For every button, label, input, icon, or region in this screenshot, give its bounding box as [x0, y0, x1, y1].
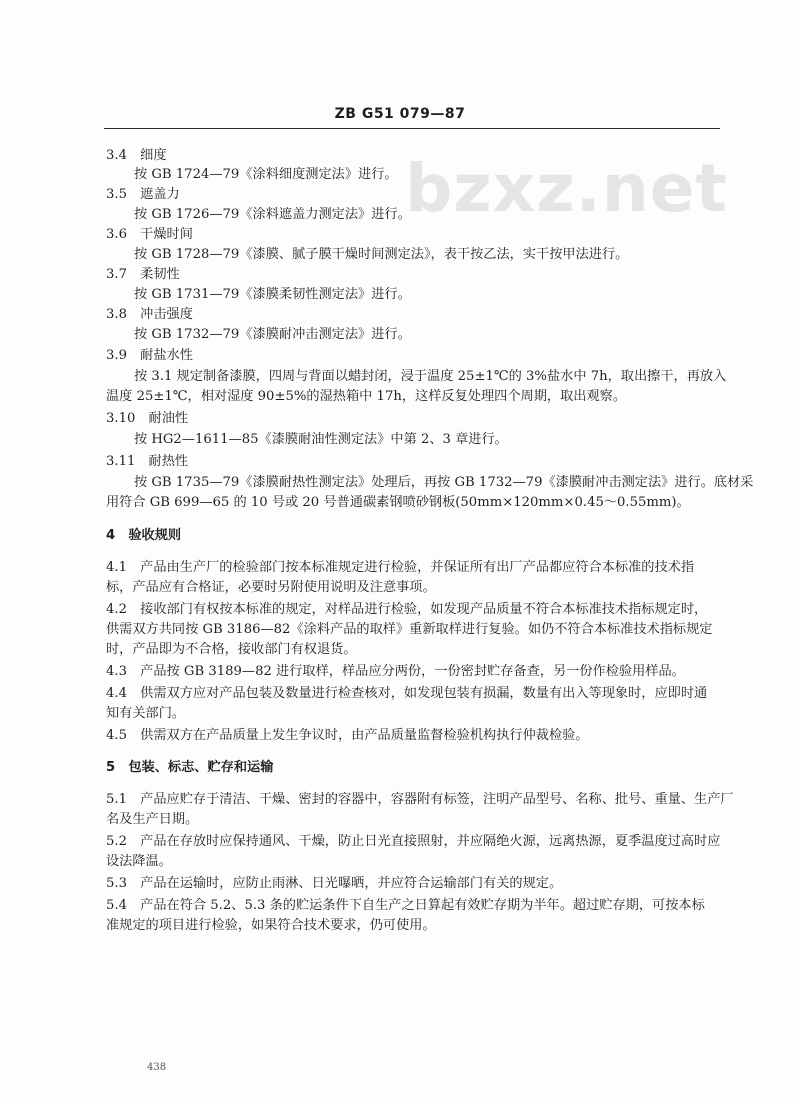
- clause-3-11-body-line2: 用符合 GB 699—65 的 10 号或 20 号普通碳素钢喷砂钢板(50mm×120mm×0.45～0.55mm)。: [106, 495, 690, 510]
- section-4-heading: 4 验收规则: [106, 528, 182, 543]
- clause-4-2-line2: 供需双方共同按 GB 3186—82《涂料产品的取样》重新取样进行复验。如仍不符合本标准技术指标规定: [106, 622, 713, 637]
- clause-3-5-title: 3.5 遮盖力: [106, 187, 180, 202]
- clause-4-1-line1: 4.1 产品由生产厂的检验部门按本标准规定进行检验，并保证所有出厂产品都应符合本标准的技术指: [106, 560, 695, 575]
- clause-4-1-line2: 标，产品应有合格证，必要时另附使用说明及注意事项。: [106, 580, 436, 595]
- section-5-heading: 5 包装、标志、贮存和运输: [106, 760, 274, 775]
- clause-4-3: 4.3 产品按 GB 3189—82 进行取样，样品应分两份，一份密封贮存备查，另一份作检验用样品。: [106, 664, 685, 679]
- clause-3-4-body: 按 GB 1724—79《涂料细度测定法》进行。: [134, 167, 398, 182]
- clause-4-4-line2: 知有关部门。: [106, 706, 186, 721]
- clause-5-1-line1: 5.1 产品应贮存于清洁、干燥、密封的容器中，容器附有标签，注明产品型号、名称、批号、重量、生产厂: [106, 792, 734, 807]
- clause-3-7-title: 3.7 柔韧性: [106, 267, 180, 282]
- page-number: 438: [147, 1062, 167, 1073]
- clause-4-2-line1: 4.2 接收部门有权按本标准的规定，对样品进行检验，如发现产品质量不符合本标准技术指标规定时，: [106, 602, 708, 617]
- clause-4-2-line3: 时，产品即为不合格，接收部门有权退货。: [106, 642, 357, 657]
- clause-5-4-line1: 5.4 产品在符合 5.2、5.3 条的贮运条件下自生产之日算起有效贮存期为半年。超过贮存期，可按本标: [106, 898, 705, 913]
- clause-3-9-body-line1: 按 3.1 规定制备漆膜，四周与背面以蜡封闭，浸于温度 25±1℃的 3%盐水中 7h，取出擦干，再放入: [134, 369, 727, 384]
- clause-3-9-title: 3.9 耐盐水性: [106, 348, 193, 363]
- clause-3-8-title: 3.8 冲击强度: [106, 307, 193, 322]
- clause-5-3: 5.3 产品在运输时，应防止雨淋、日光曝晒，并应符合运输部门有关的规定。: [106, 876, 563, 891]
- clause-3-6-body: 按 GB 1728—79《漆膜、腻子膜干燥时间测定法》，表干按乙法，实干按甲法进行。: [134, 247, 629, 262]
- clause-3-11-body-line1: 按 GB 1735—79《漆膜耐热性测定法》处理后，再按 GB 1732—79《漆膜耐冲击测定法》进行。底材采: [134, 475, 754, 490]
- clause-5-2-line2: 设法降温。: [106, 854, 172, 869]
- clause-3-8-body: 按 GB 1732—79《漆膜耐冲击测定法》进行。: [134, 327, 411, 342]
- clause-3-5-body: 按 GB 1726—79《涂料遮盖力测定法》进行。: [134, 207, 411, 222]
- clause-3-6-title: 3.6 干燥时间: [106, 227, 193, 242]
- watermark: bzxz.net: [405, 150, 729, 227]
- clause-3-9-body-line2: 温度 25±1℃，相对湿度 90±5%的湿热箱中 17h，这样反复处理四个周期，取出观察。: [106, 389, 627, 404]
- header-rule: [104, 128, 720, 129]
- clause-3-7-body: 按 GB 1731—79《漆膜柔韧性测定法》进行。: [134, 287, 411, 302]
- clause-5-1-line2: 名及生产日期。: [106, 812, 199, 827]
- clause-5-2-line1: 5.2 产品在存放时应保持通风、干燥，防止日光直接照射，并应隔绝火源，远离热源，夏季温度过高时应: [106, 834, 721, 849]
- standard-code-header: ZB G51 079—87: [334, 106, 466, 122]
- clause-3-4-title: 3.4 细度: [106, 148, 167, 163]
- clause-4-4-line1: 4.4 供需双方应对产品包装及数量进行检查核对，如发现包装有损漏，数量有出入等现象时，应即时通: [106, 686, 708, 701]
- clause-3-10-body: 按 HG2—1611—85《漆膜耐油性测定法》中第 2、3 章进行。: [134, 432, 508, 447]
- clause-5-4-line2: 准规定的项目进行检验，如果符合技术要求，仍可使用。: [106, 918, 436, 933]
- clause-3-10-title: 3.10 耐油性: [106, 411, 189, 426]
- clause-4-5: 4.5 供需双方在产品质量上发生争议时，由产品质量监督检验机构执行仲裁检验。: [106, 728, 589, 743]
- clause-3-11-title: 3.11 耐热性: [106, 454, 189, 469]
